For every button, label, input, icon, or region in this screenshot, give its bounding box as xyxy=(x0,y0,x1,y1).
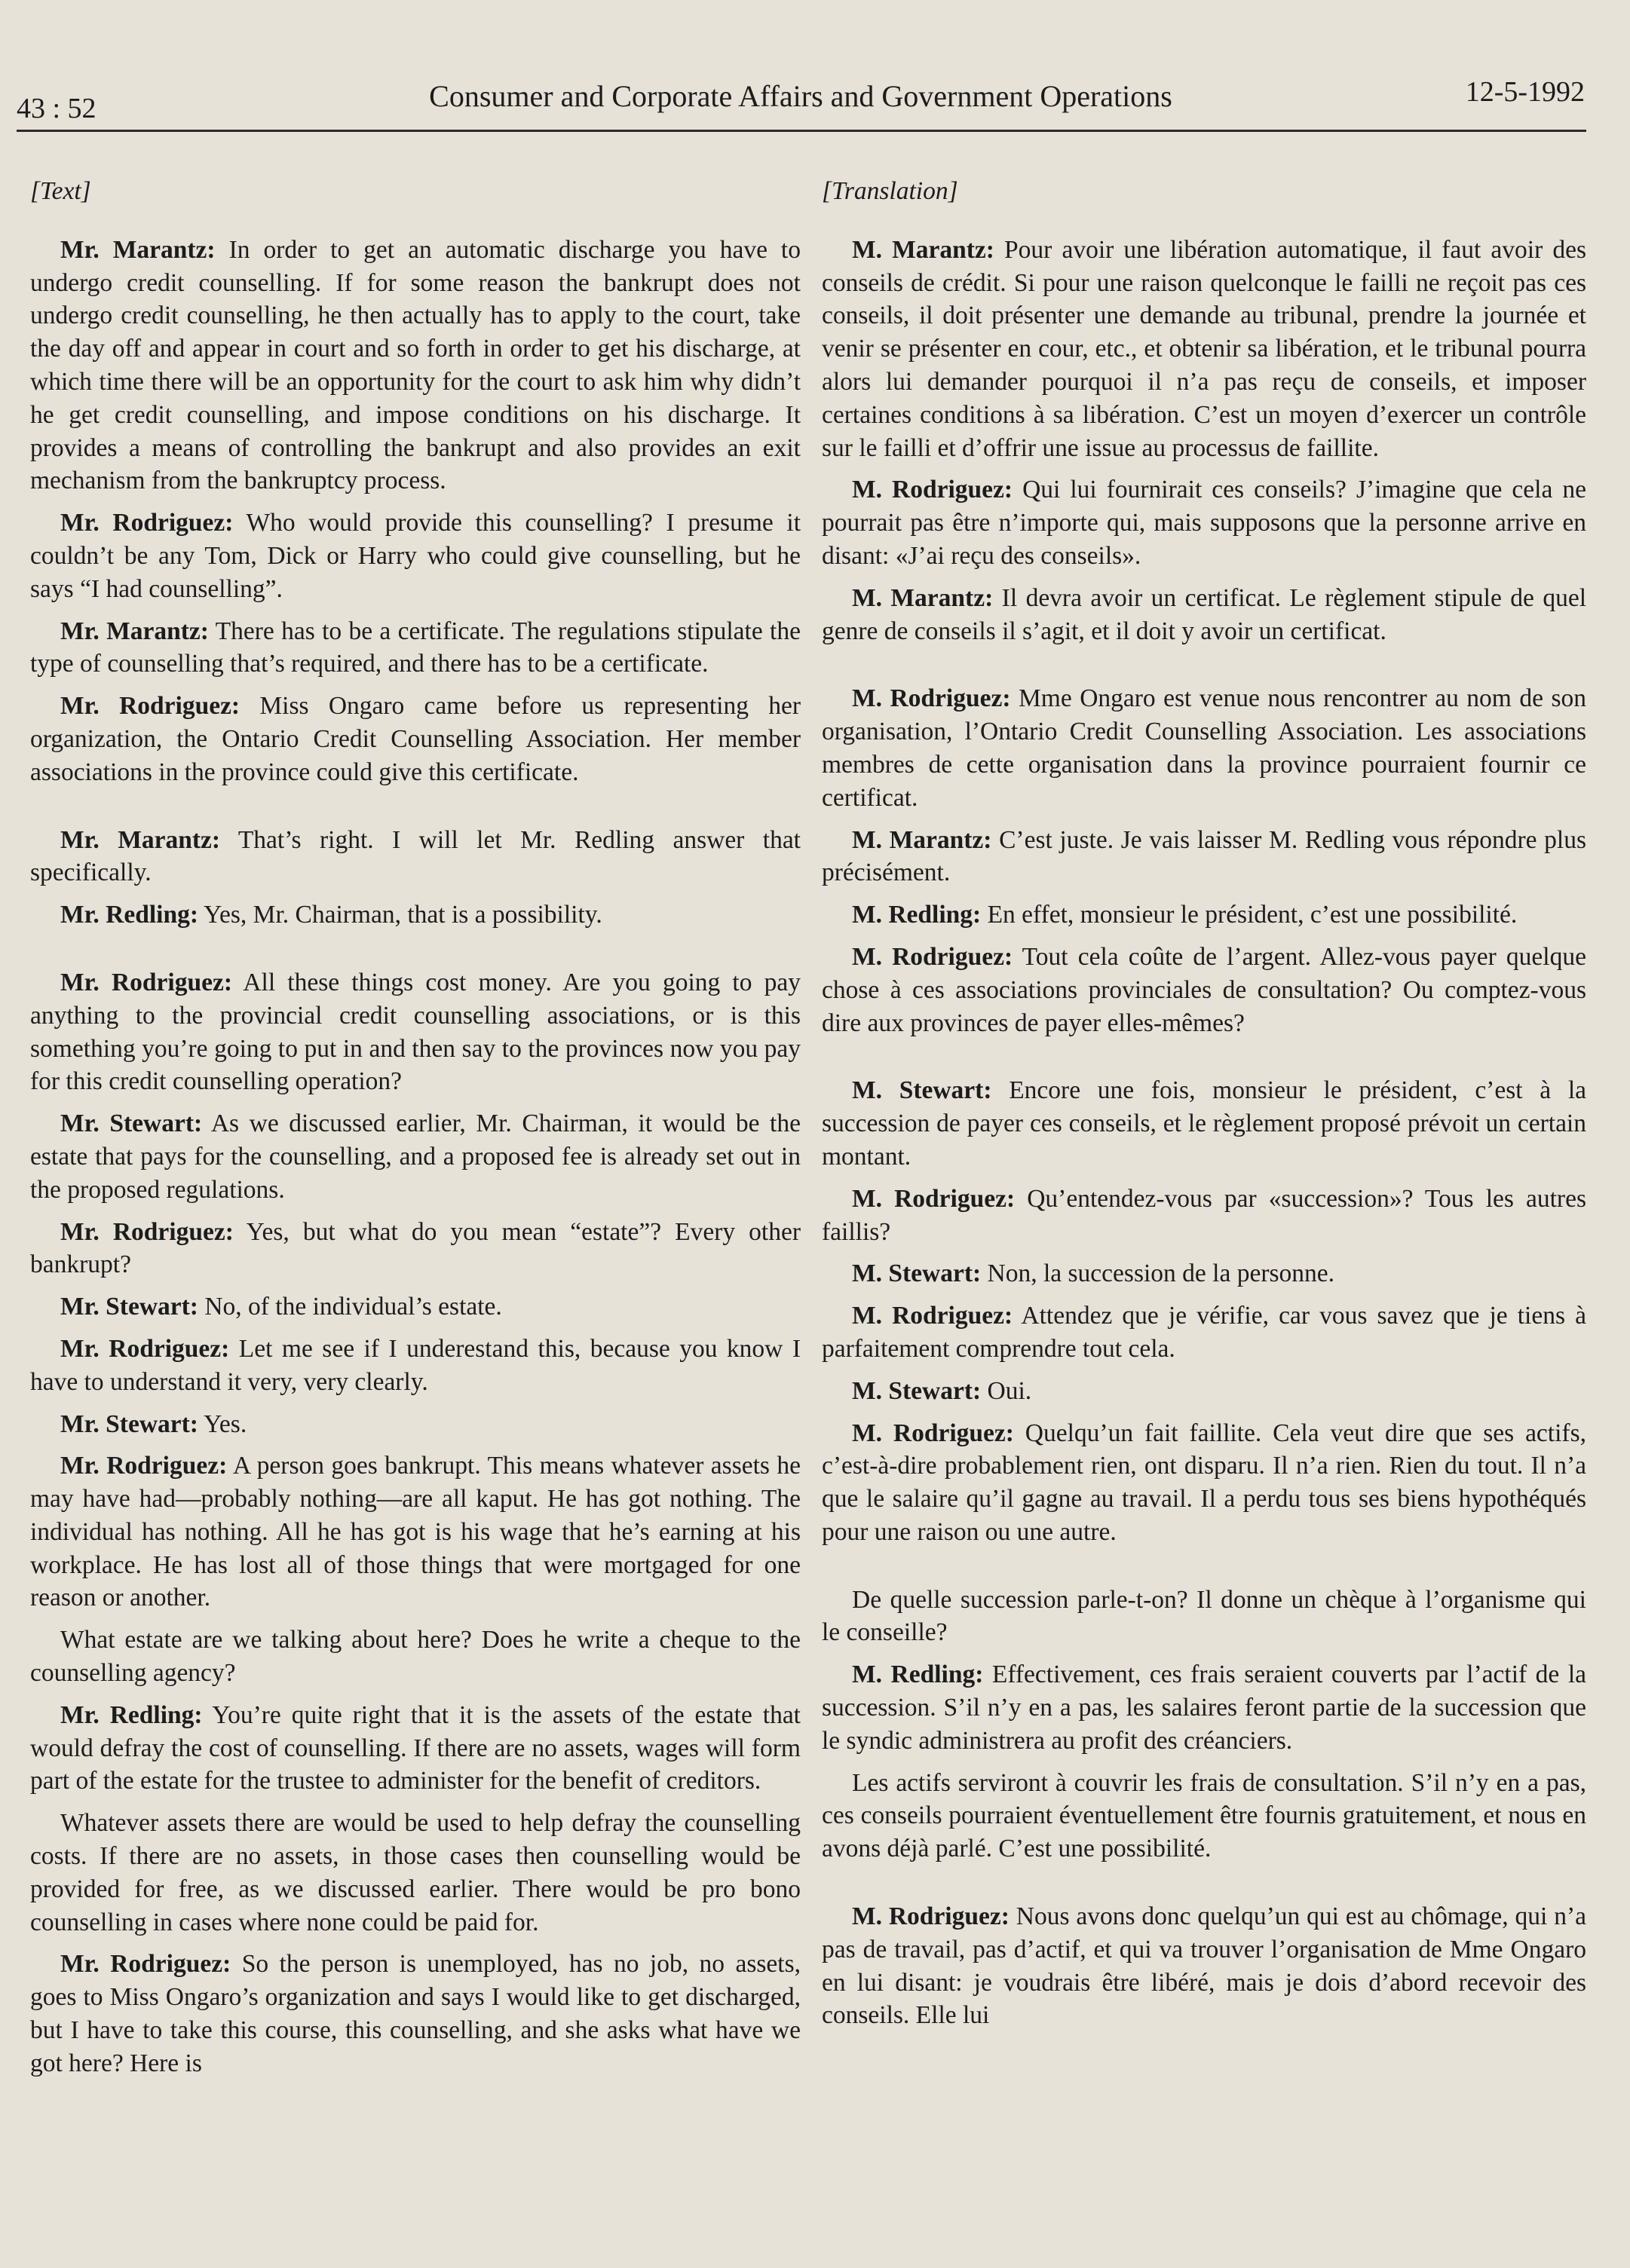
transcript-paragraph xyxy=(822,1417,1586,1549)
speaker-name: M. Redling: xyxy=(852,1660,984,1689)
transcript-paragraph xyxy=(30,1408,801,1441)
speech-text: Nous avons donc quelqu’un qui est au chômage, qui n’a pas de travail, pas d’actif, et qui va trouver l’organisation de Mme Ongaro en lui disant: je voudrais être libéré, mais je dois d’abord recevoir des conseils. Elle lui xyxy=(822,1902,1586,2030)
speech-text: De quelle succession parle-t-on? Il donne un chèque à l’organisme qui le conseille? xyxy=(822,1585,1586,1647)
transcript-paragraph xyxy=(822,582,1586,648)
speech-text: Qui lui fournirait ces conseils? J’imagine que cela ne pourrait pas être n’importe qui, mais supposons que la personne arrive en disant: «J’ai reçu des conseils». xyxy=(822,476,1586,570)
speech-text: Oui. xyxy=(987,1376,1032,1405)
speech-text: Qu’entendez-vous par «succession»? Tous les autres faillis? xyxy=(822,1184,1586,1246)
speech-text: Who would provide this counselling? I presume it couldn’t be any Tom, Dick or Harry who could give counselling, but he says “I had counselling”. xyxy=(30,509,801,603)
speech-text: All these things cost money. Are you going to pay anything to the provincial credit counselling associations, or is this something you’re going to put in and then say to the provinces now you pay for this credit counselling operation? xyxy=(30,968,801,1096)
speaker-name: M. Marantz: xyxy=(852,583,994,612)
transcript-paragraph xyxy=(822,1658,1586,1757)
transcript-paragraph xyxy=(30,824,801,890)
transcript-paragraph xyxy=(30,1699,801,1798)
speaker-name: M. Rodriguez: xyxy=(852,1302,1013,1330)
transcript-paragraph xyxy=(822,941,1586,1039)
translation-tag: [Translation] xyxy=(822,177,958,205)
transcript-paragraph xyxy=(822,1900,1586,2032)
speaker-name: Mr. Rodriguez: xyxy=(60,1217,234,1246)
speaker-name: M. Redling: xyxy=(852,901,982,929)
transcript-paragraph xyxy=(30,690,801,788)
speaker-name: M. Stewart: xyxy=(852,1376,982,1405)
speech-text: En effet, monsieur le président, c’est une possibilité. xyxy=(987,901,1518,929)
speech-text: So the person is unemployed, has no job, no assets, goes to Miss Ongaro’s organization and says I would like to get discharged, but I have to take this course, this counselling, and she asks what have we got here? Here is xyxy=(30,1950,801,2077)
speaker-name: Mr. Rodriguez: xyxy=(60,968,232,996)
speech-text: Yes, Mr. Chairman, that is a possibility. xyxy=(204,901,602,929)
transcript-paragraph xyxy=(822,1299,1586,1366)
transcript-paragraph xyxy=(30,966,801,1098)
text-tag: [Text] xyxy=(30,177,91,205)
speaker-name: Mr. Marantz: xyxy=(60,235,216,264)
speech-text: Pour avoir une libération automatique, il faut avoir des conseils de crédit. Si pour une raison quelconque le failli ne reçoit pas ces conseils, il doit présenter une demande au tribunal, prendre la journée et venir se présenter en cour, etc., et obtenir sa libération, et le tribunal pourra alors lui demander pourquoi il n’a pas reçu de conseils, et imposer certaines conditions à sa libération. C’est un moyen d’exercer un contrôle sur le failli et d’offrir une issue au processus de faillite. xyxy=(822,235,1587,462)
paragraph-gap xyxy=(822,1875,1586,1900)
header-rule xyxy=(17,130,1586,132)
transcript-paragraph xyxy=(822,473,1586,572)
transcript-paragraph xyxy=(30,898,801,932)
speaker-name: M. Rodriguez: xyxy=(852,684,1011,713)
speech-text: Yes, but what do you mean “estate”? Every other bankrupt? xyxy=(30,1217,801,1279)
speech-text: Quelqu’un fait faillite. Cela veut dire que ses actifs, c’est-à-dire probablement rien, ont disparu. Il n’a rien. Rien du tout. Il n’a que le salaire qu’il gagne au travail. Il a perdu tous ses biens hypothéqués pour une raison ou une autre. xyxy=(822,1419,1586,1546)
speech-text: Tout cela coûte de l’argent. Allez-vous payer quelque chose à ces associations provinciales de consultation? Ou comptez-vous dire aux provinces de payer elles-mêmes? xyxy=(822,942,1586,1037)
speech-text: You’re quite right that it is the assets of the estate that would defray the cost of counselling. If there are no assets, wages will form part of the estate for the trustee to administer for the benefit of creditors. xyxy=(30,1700,801,1795)
french-column xyxy=(822,175,1586,2041)
header-date: 12-5-1992 xyxy=(1465,76,1585,108)
speaker-name: Mr. Marantz: xyxy=(60,825,221,854)
transcript-paragraph xyxy=(822,234,1586,465)
speaker-name: M. Rodriguez: xyxy=(852,476,1013,504)
transcript-paragraph xyxy=(822,1584,1586,1650)
speech-text: Miss Ongaro came before us representing her organization, the Ontario Credit Counselling Association. Her member associations in the province could give this certificate. xyxy=(30,692,801,786)
english-column xyxy=(30,175,801,2089)
transcript-paragraph xyxy=(822,1257,1586,1290)
speaker-name: M. Rodriguez: xyxy=(852,1902,1010,1931)
speaker-name: Mr. Rodriguez: xyxy=(60,1452,228,1480)
speaker-name: Mr. Rodriguez: xyxy=(60,692,241,721)
speaker-name: Mr. Stewart: xyxy=(60,1409,198,1438)
paragraph-gap xyxy=(30,798,801,824)
speaker-name: Mr. Marantz: xyxy=(60,617,209,645)
speaker-name: M. Rodriguez: xyxy=(852,942,1013,971)
english-paragraphs xyxy=(30,234,801,2080)
transcript-paragraph xyxy=(30,234,801,497)
transcript-paragraph xyxy=(30,1948,801,2080)
speech-text: Il devra avoir un certificat. Le règlement stipule de quel genre de conseils il s’agit, et il doit y avoir un certificat. xyxy=(822,583,1587,645)
speech-text: Let me see if I underestand this, because you know I have to understand it very, very clearly. xyxy=(30,1334,801,1396)
speech-text: Whatever assets there are would be used to help defray the counselling costs. If there are no assets, in those cases then counselling would be provided for free, as we discussed earlier. There would be pro bono counselling in cases where none could be paid for. xyxy=(30,1809,801,1936)
speaker-name: M. Marantz: xyxy=(852,235,994,264)
french-paragraphs xyxy=(822,234,1586,2032)
speech-text: In order to get an automatic discharge you have to undergo credit counselling. If for some reason the bankrupt does not undergo credit counselling, he then actually has to apply to the court, take the day off and appear in court and so forth in order to get his discharge, at which time there will be an opportunity for the court to ask him why didn’t he get credit counselling, and impose conditions on his discharge. It provides a means of controlling the bankrupt and also provides an exit mechanism from the bankruptcy process. xyxy=(30,235,801,495)
transcript-paragraph xyxy=(822,824,1586,890)
speech-text: C’est juste. Je vais laisser M. Redling vous répondre plus précisément. xyxy=(822,825,1587,887)
speech-text: Encore une fois, monsieur le président, c’est à la succession de payer ces conseils, et le règlement proposé prévoit un certain montant. xyxy=(822,1076,1587,1171)
transcript-paragraph xyxy=(30,1333,801,1399)
page-header xyxy=(17,75,1585,128)
speaker-name: Mr. Stewart: xyxy=(60,1293,198,1321)
page-number: 43 : 52 xyxy=(17,93,97,124)
transcript-paragraph xyxy=(822,1183,1586,1249)
speech-text: Effectivement, ces frais seraient couverts par l’actif de la succession. S’il n’y en a pas, les salaires feront partie de la succession que le syndic administrera au profit des créanciers. xyxy=(822,1660,1586,1755)
speaker-name: M. Stewart: xyxy=(852,1076,992,1105)
paragraph-gap xyxy=(822,1048,1586,1074)
speaker-name: Mr. Rodriguez: xyxy=(60,1334,230,1363)
speaker-name: M. Stewart: xyxy=(852,1259,982,1288)
paragraph-gap xyxy=(30,941,801,966)
speech-text: No, of the individual’s estate. xyxy=(204,1293,502,1321)
speaker-name: M. Rodriguez: xyxy=(852,1419,1014,1447)
speech-text: As we discussed earlier, Mr. Chairman, it would be the estate that pays for the counselling, and a proposed fee is already set out in the proposed regulations. xyxy=(30,1110,801,1204)
transcript-paragraph xyxy=(30,1624,801,1690)
transcript-paragraph xyxy=(30,1807,801,1939)
transcript-paragraph xyxy=(822,1375,1586,1408)
speaker-name: Mr. Rodriguez: xyxy=(60,1950,231,1979)
speech-text: Non, la succession de la personne. xyxy=(987,1259,1335,1288)
speaker-name: M. Marantz: xyxy=(852,825,992,854)
speech-text: Yes. xyxy=(204,1409,247,1438)
speech-text: Mme Ongaro est venue nous rencontrer au nom de son organisation, l’Ontario Credit Counselling Association. Les associations membres de cette organisation dans la province pourraient fournir ce certificat. xyxy=(822,684,1586,812)
transcript-paragraph xyxy=(822,1074,1586,1173)
speaker-name: Mr. Rodriguez: xyxy=(60,509,234,537)
transcript-paragraph xyxy=(822,898,1586,932)
speaker-name: Mr. Redling: xyxy=(60,901,199,929)
transcript-paragraph xyxy=(30,1107,801,1206)
paragraph-gap xyxy=(822,1558,1586,1584)
speech-text: Les actifs serviront à couvrir les frais de consultation. S’il n’y en a pas, ces conseils pourraient éventuellement être fournis gratuitement, et nous en avons déjà parlé. C’est une possibilité. xyxy=(822,1768,1586,1863)
transcript-paragraph xyxy=(30,507,801,605)
speech-text: There has to be a certificate. The regulations stipulate the type of counselling that’s required, and there has to be a certificate. xyxy=(30,617,801,678)
speaker-name: Mr. Stewart: xyxy=(60,1110,203,1138)
transcript-paragraph xyxy=(30,615,801,681)
transcript-paragraph xyxy=(822,1767,1586,1866)
speech-text: That’s right. I will let Mr. Redling answer that specifically. xyxy=(30,825,801,887)
speech-text: Attendez que je vérifie, car vous savez que je tiens à parfaitement comprendre tout cela. xyxy=(822,1302,1586,1363)
running-title: Consumer and Corporate Affairs and Government Operations xyxy=(429,79,1172,113)
paragraph-gap xyxy=(822,657,1586,682)
speaker-name: Mr. Redling: xyxy=(60,1700,203,1729)
transcript-paragraph xyxy=(30,1449,801,1615)
speech-text: A person goes bankrupt. This means whatever assets he may have had—probably nothing—are all kaput. He has got nothing. The individual has nothing. All he has got is his wage that he’s earning at his workplace. He has lost all of those things that were mortgaged for one reason or another. xyxy=(30,1452,801,1612)
transcript-paragraph xyxy=(30,1216,801,1282)
speech-text: What estate are we talking about here? Does he write a cheque to the counselling agency? xyxy=(30,1626,801,1688)
transcript-paragraph xyxy=(822,682,1586,814)
transcript-paragraph xyxy=(30,1290,801,1324)
speaker-name: M. Rodriguez: xyxy=(852,1184,1016,1213)
